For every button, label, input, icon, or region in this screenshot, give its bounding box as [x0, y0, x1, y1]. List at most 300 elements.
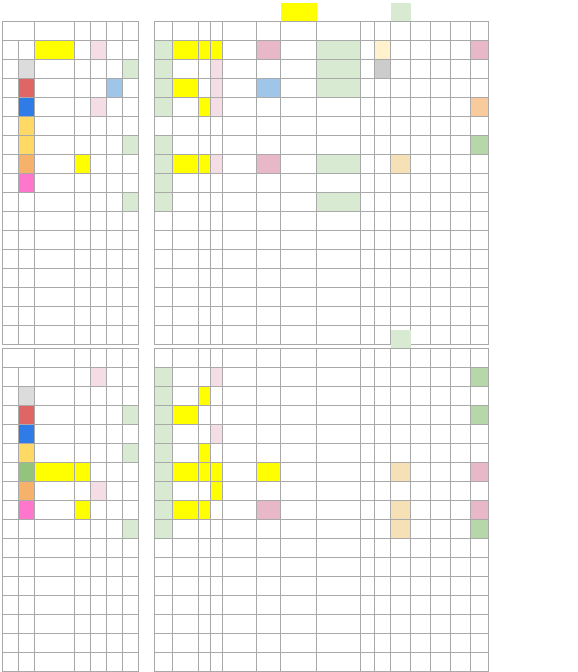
empty-cell	[155, 288, 173, 307]
empty-cell	[411, 539, 431, 558]
empty-cell	[391, 615, 411, 634]
mark-symbol	[173, 41, 199, 60]
distance	[375, 444, 391, 463]
empty-cell	[431, 288, 451, 307]
row-number	[3, 615, 19, 634]
cell	[107, 136, 123, 155]
col-head	[361, 22, 375, 41]
mark-symbol	[173, 520, 199, 539]
cell	[75, 98, 91, 117]
cell	[123, 520, 139, 539]
cell	[431, 425, 451, 444]
entry-row	[3, 501, 576, 520]
entry-row	[3, 520, 576, 539]
horse-number	[3, 174, 19, 193]
cell	[411, 155, 431, 174]
empty-cell	[173, 231, 199, 250]
cell	[107, 368, 123, 387]
empty-cell	[75, 250, 91, 269]
empty-cell	[431, 307, 451, 326]
cell	[75, 41, 91, 60]
cell	[91, 41, 107, 60]
empty-cell	[471, 307, 489, 326]
cell	[451, 98, 471, 117]
cell	[91, 425, 107, 444]
col-head	[155, 349, 173, 368]
cell	[139, 193, 155, 212]
row-number	[3, 558, 19, 577]
cell	[451, 406, 471, 425]
empty-cell	[257, 288, 281, 307]
empty-cell	[281, 577, 317, 596]
venue-label	[3, 3, 35, 22]
empty-cell	[471, 634, 489, 653]
empty-cell	[75, 577, 91, 596]
empty-cell	[123, 269, 139, 288]
cell	[91, 406, 107, 425]
hdr-extra-2	[211, 3, 223, 22]
empty-cell	[123, 653, 139, 672]
cell	[257, 136, 281, 155]
empty-cell	[155, 558, 173, 577]
cell	[75, 193, 91, 212]
empty-cell	[317, 212, 361, 231]
cell	[281, 79, 317, 98]
empty-cell	[451, 558, 471, 577]
cell	[199, 155, 211, 174]
empty-cell	[123, 231, 139, 250]
col-head	[173, 22, 199, 41]
col-head	[107, 349, 123, 368]
col-head	[211, 22, 223, 41]
empty-cell	[91, 577, 107, 596]
empty-cell	[281, 250, 317, 269]
cell	[107, 41, 123, 60]
empty-cell	[257, 307, 281, 326]
empty-cell	[107, 231, 123, 250]
empty-cell	[257, 596, 281, 615]
empty-cell	[375, 615, 391, 634]
empty-cell	[107, 250, 123, 269]
distance	[375, 117, 391, 136]
empty-cell	[107, 539, 123, 558]
hdr-spacer-2	[411, 3, 576, 22]
empty-cell	[391, 212, 411, 231]
empty-cell	[361, 558, 375, 577]
distance	[375, 463, 391, 482]
empty-cell	[35, 539, 75, 558]
empty-cell	[317, 269, 361, 288]
cell	[107, 174, 123, 193]
cell	[411, 193, 431, 212]
empty-cell	[281, 307, 317, 326]
row-number	[3, 212, 19, 231]
distance	[375, 425, 391, 444]
cell	[431, 98, 451, 117]
ability-grade	[35, 406, 75, 425]
empty-cell	[451, 269, 471, 288]
entry-row	[3, 60, 576, 79]
col-head	[91, 349, 107, 368]
empty-cell	[391, 596, 411, 615]
empty-cell	[107, 269, 123, 288]
horse-number	[3, 425, 19, 444]
cell	[431, 387, 451, 406]
empty-cell	[257, 250, 281, 269]
waku-cell	[19, 387, 35, 406]
cell	[123, 425, 139, 444]
cell	[431, 117, 451, 136]
waku-cell	[19, 520, 35, 539]
cell	[361, 425, 375, 444]
cell	[91, 444, 107, 463]
cell	[223, 482, 257, 501]
empty-cell	[19, 231, 35, 250]
cell	[361, 79, 375, 98]
empty-cell	[257, 577, 281, 596]
race-table-8r	[2, 330, 575, 672]
mark-symbol	[173, 444, 199, 463]
empty-cell	[91, 558, 107, 577]
cell	[411, 41, 431, 60]
cell	[139, 41, 155, 60]
empty-cell	[139, 596, 155, 615]
cell	[281, 406, 317, 425]
empty-cell	[431, 231, 451, 250]
empty-cell	[35, 615, 75, 634]
cell	[257, 387, 281, 406]
row-number	[3, 653, 19, 672]
empty-cell	[471, 615, 489, 634]
col-head	[199, 349, 211, 368]
cell	[451, 463, 471, 482]
cell	[223, 463, 257, 482]
cell	[451, 174, 471, 193]
cell	[223, 520, 257, 539]
cell	[107, 501, 123, 520]
cell	[107, 425, 123, 444]
empty-cell	[75, 231, 91, 250]
hdr-extra-3	[223, 3, 281, 22]
empty-cell	[173, 250, 199, 269]
waku-cell	[19, 425, 35, 444]
cell	[91, 482, 107, 501]
empty-cell	[317, 307, 361, 326]
horse-number	[3, 79, 19, 98]
cell	[211, 79, 223, 98]
entry-row	[3, 425, 576, 444]
waku-cell	[19, 444, 35, 463]
empty-cell	[107, 596, 123, 615]
cell	[361, 136, 375, 155]
empty-cell	[223, 615, 257, 634]
mark-symbol	[173, 482, 199, 501]
empty-cell	[91, 307, 107, 326]
cell	[411, 174, 431, 193]
cell	[257, 174, 281, 193]
empty-cell	[451, 307, 471, 326]
cell	[411, 98, 431, 117]
cell	[361, 444, 375, 463]
cell	[123, 174, 139, 193]
waku-cell	[19, 463, 35, 482]
empty-cell	[223, 634, 257, 653]
empty-cell	[317, 539, 361, 558]
race-number	[123, 3, 155, 22]
empty-cell	[139, 558, 155, 577]
empty-cell	[281, 558, 317, 577]
mark-symbol	[173, 174, 199, 193]
leg-style	[155, 501, 173, 520]
col-head	[75, 349, 91, 368]
empty-cell	[451, 212, 471, 231]
cell	[107, 482, 123, 501]
ability-grade	[35, 79, 75, 98]
waku-cell	[19, 174, 35, 193]
ability-grade	[35, 60, 75, 79]
cell	[281, 174, 317, 193]
waku-cell	[19, 406, 35, 425]
empty-cell	[281, 288, 317, 307]
race-table-7r	[2, 3, 575, 345]
cell	[223, 193, 257, 212]
empty-cell	[375, 269, 391, 288]
empty-cell	[281, 653, 317, 672]
cell	[281, 193, 317, 212]
col-head	[281, 22, 317, 41]
empty-cell	[361, 634, 375, 653]
empty-cell	[155, 596, 173, 615]
cell	[451, 136, 471, 155]
empty-cell	[123, 558, 139, 577]
horse-number	[3, 60, 19, 79]
col-head	[411, 349, 431, 368]
empty-cell	[211, 653, 223, 672]
cell	[75, 136, 91, 155]
yami-value	[471, 60, 489, 79]
cell	[257, 193, 281, 212]
empty-cell	[35, 596, 75, 615]
empty-cell	[211, 634, 223, 653]
cell	[431, 463, 451, 482]
cell	[391, 174, 411, 193]
cell	[223, 444, 257, 463]
empty-cell	[451, 231, 471, 250]
empty-cell	[199, 250, 211, 269]
cell	[361, 174, 375, 193]
empty-cell	[411, 231, 431, 250]
cell	[91, 60, 107, 79]
col-head	[257, 22, 281, 41]
empty-row	[3, 653, 576, 672]
col-head	[35, 349, 75, 368]
empty-cell	[19, 634, 35, 653]
empty-cell	[451, 539, 471, 558]
empty-cell	[211, 250, 223, 269]
leg-style	[155, 117, 173, 136]
empty-cell	[199, 558, 211, 577]
empty-cell	[19, 596, 35, 615]
cell	[257, 60, 281, 79]
empty-cell	[281, 269, 317, 288]
empty-cell	[123, 596, 139, 615]
cell	[123, 98, 139, 117]
ability-grade	[35, 41, 75, 60]
cell	[451, 501, 471, 520]
ability-grade	[35, 368, 75, 387]
cell	[281, 501, 317, 520]
mark-symbol	[173, 98, 199, 117]
empty-cell	[411, 250, 431, 269]
cell	[107, 444, 123, 463]
hdr-ta-max	[281, 3, 317, 22]
distance	[375, 60, 391, 79]
jockey-name	[317, 117, 361, 136]
empty-cell	[211, 212, 223, 231]
entry-row	[3, 193, 576, 212]
col-head	[451, 349, 471, 368]
yami-value	[471, 444, 489, 463]
horse-number	[3, 406, 19, 425]
empty-cell	[375, 539, 391, 558]
empty-cell	[391, 288, 411, 307]
empty-row	[3, 539, 576, 558]
empty-cell	[281, 231, 317, 250]
cell	[199, 117, 211, 136]
empty-cell	[223, 288, 257, 307]
empty-cell	[257, 231, 281, 250]
cell	[257, 463, 281, 482]
cell	[361, 193, 375, 212]
cell	[211, 444, 223, 463]
yami-value	[471, 117, 489, 136]
col-head-blank	[3, 349, 35, 368]
empty-cell	[257, 558, 281, 577]
mark-symbol	[173, 60, 199, 79]
empty-cell	[107, 634, 123, 653]
empty-cell	[35, 269, 75, 288]
cell	[431, 368, 451, 387]
hdr-extra-2	[211, 330, 223, 349]
empty-cell	[91, 250, 107, 269]
cell	[223, 117, 257, 136]
cell	[107, 117, 123, 136]
empty-cell	[361, 288, 375, 307]
cell	[431, 193, 451, 212]
col-head	[471, 22, 489, 41]
empty-cell	[173, 558, 199, 577]
horse-number	[3, 136, 19, 155]
cell	[107, 387, 123, 406]
empty-cell	[361, 596, 375, 615]
cell	[281, 41, 317, 60]
cell	[139, 174, 155, 193]
hdr-extra-5	[317, 3, 361, 22]
cell	[139, 98, 155, 117]
empty-cell	[317, 596, 361, 615]
col-head	[257, 349, 281, 368]
empty-cell	[173, 596, 199, 615]
cell	[123, 155, 139, 174]
empty-cell	[139, 615, 155, 634]
horse-number	[3, 193, 19, 212]
cell	[431, 41, 451, 60]
empty-cell	[375, 307, 391, 326]
col-head	[391, 349, 411, 368]
cell	[257, 155, 281, 174]
cell	[139, 387, 155, 406]
empty-cell	[139, 634, 155, 653]
cell	[123, 136, 139, 155]
cell	[391, 501, 411, 520]
empty-cell	[375, 212, 391, 231]
yami-value	[471, 155, 489, 174]
entry-row	[3, 368, 576, 387]
col-head	[375, 22, 391, 41]
empty-cell	[155, 231, 173, 250]
horse-number	[3, 41, 19, 60]
distance	[375, 174, 391, 193]
cell	[281, 117, 317, 136]
cell	[91, 463, 107, 482]
empty-cell	[155, 250, 173, 269]
horse-number	[3, 117, 19, 136]
empty-cell	[471, 596, 489, 615]
cell	[451, 520, 471, 539]
cell	[211, 41, 223, 60]
empty-cell	[431, 653, 451, 672]
cell	[431, 60, 451, 79]
dist-top	[391, 3, 411, 22]
cell	[257, 501, 281, 520]
empty-cell	[123, 288, 139, 307]
empty-row	[3, 615, 576, 634]
mark-symbol	[173, 406, 199, 425]
cell	[223, 155, 257, 174]
cell	[91, 136, 107, 155]
cell	[223, 136, 257, 155]
mark-symbol	[173, 368, 199, 387]
jockey-name	[317, 98, 361, 117]
empty-cell	[317, 634, 361, 653]
mark-symbol	[173, 193, 199, 212]
distance	[375, 79, 391, 98]
empty-cell	[391, 558, 411, 577]
cell	[281, 387, 317, 406]
cell	[257, 368, 281, 387]
cell	[391, 117, 411, 136]
cell	[281, 60, 317, 79]
mark-symbol	[173, 387, 199, 406]
cell	[211, 98, 223, 117]
mark-symbol	[173, 501, 199, 520]
ana-label	[155, 3, 199, 22]
cell	[75, 463, 91, 482]
cell	[199, 60, 211, 79]
jockey-name	[317, 406, 361, 425]
cell	[391, 520, 411, 539]
jockey-name	[317, 174, 361, 193]
empty-cell	[91, 596, 107, 615]
empty-cell	[19, 269, 35, 288]
empty-cell	[375, 634, 391, 653]
empty-cell	[281, 596, 317, 615]
col-head	[431, 22, 451, 41]
cell	[361, 60, 375, 79]
empty-cell	[471, 231, 489, 250]
hdr-ta-max	[281, 330, 317, 349]
empty-cell	[155, 577, 173, 596]
